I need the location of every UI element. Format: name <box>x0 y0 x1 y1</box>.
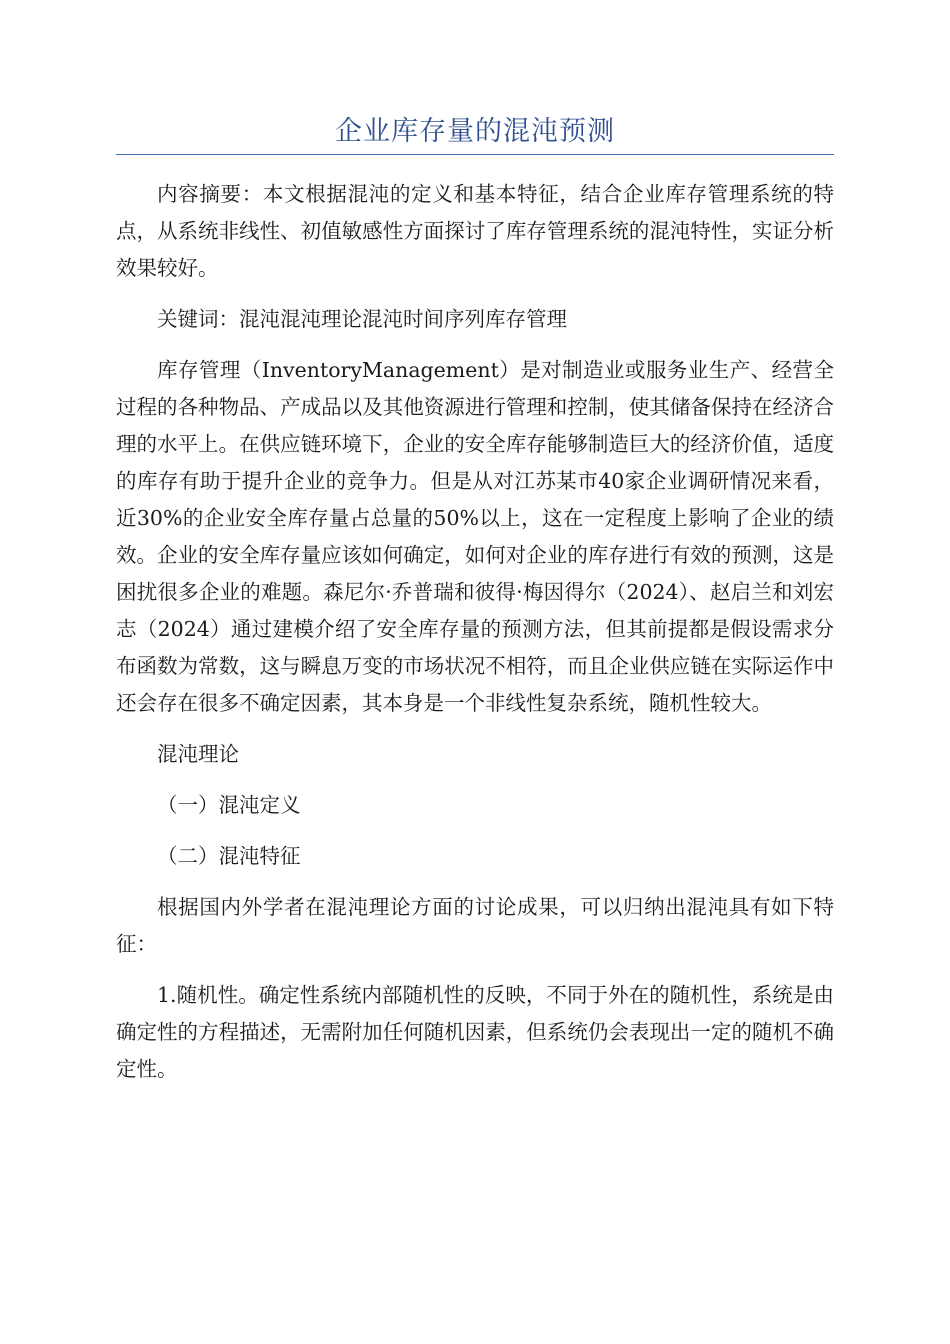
features-intro-paragraph: 根据国内外学者在混沌理论方面的讨论成果，可以归纳出混沌具有如下特征： <box>116 895 834 956</box>
title-underline <box>116 154 834 155</box>
keywords-paragraph: 关键词：混沌混沌理论混沌时间序列库存管理 <box>157 307 567 331</box>
section-heading: 混沌理论 <box>157 742 239 766</box>
feature-item-1: 1.随机性。确定性系统内部随机性的反映，不同于外在的随机性，系统是由确定性的方程描述，无需附加任何随机因素，但系统仍会表现出一定的随机不确定性。 <box>116 983 834 1081</box>
subheading-definition: （一）混沌定义 <box>157 793 301 817</box>
document-title: 企业库存量的混沌预测 <box>335 116 615 147</box>
abstract-paragraph: 内容摘要：本文根据混沌的定义和基本特征，结合企业库存管理系统的特点，从系统非线性、初值敏感性方面探讨了库存管理系统的混沌特性，实证分析效果较好。 <box>116 182 834 280</box>
subheading-features: （二）混沌特征 <box>157 844 301 868</box>
document-body <box>116 176 834 1102</box>
intro-paragraph: 库存管理（InventoryManagement）是对制造业或服务业生产、经营全过程的各种物品、产成品以及其他资源进行管理和控制，使其储备保持在经济合理的水平上。在供应链环境下，企业的安全库存能够制造巨大的经济价值，适度的库存有助于提升企业的竞争力。但是从对江苏某市40家企业调研情况来看，近30%的企业安全库存量占总量的50%以上，这在一定程度上影响了企业的绩效。企业的安全库存量应该如何确定，如何对企业的库存进行有效的预测，这是困扰很多企业的难题。森尼尔·乔普瑞和彼得·梅因得尔（2024）、赵启兰和刘宏志（2024）通过建模介绍了安全库存量的预测方法，但其前提都是假设需求分布函数为常数，这与瞬息万变的市场状况不相符，而且企业供应链在实际运作中还会存在很多不确定因素，其本身是一个非线性复杂系统，随机性较大。 <box>116 358 834 715</box>
